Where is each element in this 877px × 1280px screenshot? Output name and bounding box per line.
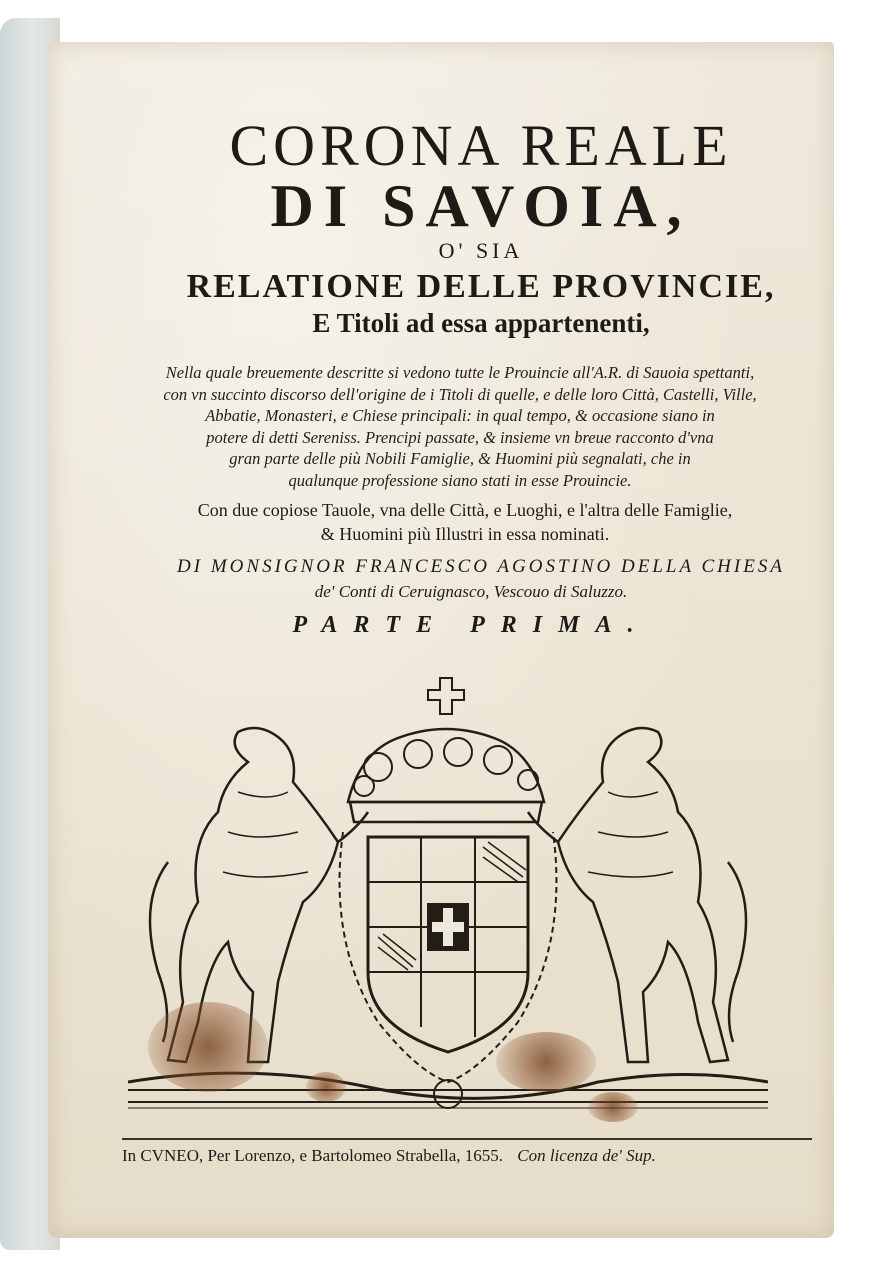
imprint-license: Con licenza de' Sup.: [517, 1146, 656, 1165]
subtitle-line-2: E Titoli ad essa appartenenti,: [312, 308, 650, 338]
description-line: qualunque professione siano stati in esse Prouincie.: [288, 470, 632, 490]
author-title: de' Conti di Ceruignasco, Vescouo di Saluzzo.: [314, 582, 628, 601]
stain: [588, 1092, 638, 1122]
title-line-2: DI SAVOIA,: [270, 173, 692, 239]
imprint: [122, 1146, 822, 1166]
description-line: potere di detti Sereniss. Prencipi passate, & insieme vn breue racconto d'vna: [206, 427, 714, 447]
title-line-1: CORONA REALE: [229, 113, 733, 178]
imprint-text: In CVNEO, Per Lorenzo, e Bartolomeo Strabella, 1655.: [122, 1146, 503, 1165]
title-page: [48, 42, 834, 1238]
subtitle: RELATIONE DELLE PROVINCIE,: [186, 268, 776, 305]
imprint-rule: [122, 1138, 812, 1140]
stain: [306, 1072, 346, 1102]
description-line: Nella quale breuemente descritte si vedono tutte le Prouincie all'A.R. di Sauoia spettanti,: [165, 363, 755, 382]
description: [100, 362, 820, 491]
tables-note: [100, 498, 830, 546]
description-line: gran parte delle più Nobili Famiglie, & Huomini più segnalati, che in: [229, 449, 691, 468]
description-line: con vn succinto discorso dell'origine de i Titoli di quelle, e delle loro Città, Castelli, Ville,: [163, 384, 757, 404]
tables-line: Con due copiose Tauole, vna delle Città, e Luoghi, e l'altra delle Famiglie,: [197, 500, 733, 520]
description-line: Abbatie, Monasteri, e Chiese principali: in qual tempo, & occasione siano in: [205, 406, 715, 425]
tables-line: & Huomini più Illustri in essa nominati.: [320, 524, 610, 544]
stain: [496, 1032, 596, 1092]
part-label: PARTE PRIMA.: [292, 612, 650, 638]
title-connector: O' SIA: [438, 238, 524, 263]
author-name: DI MONSIGNOR FRANCESCO AGOSTINO DELLA CHIESA: [177, 556, 785, 577]
stain: [148, 1002, 268, 1092]
